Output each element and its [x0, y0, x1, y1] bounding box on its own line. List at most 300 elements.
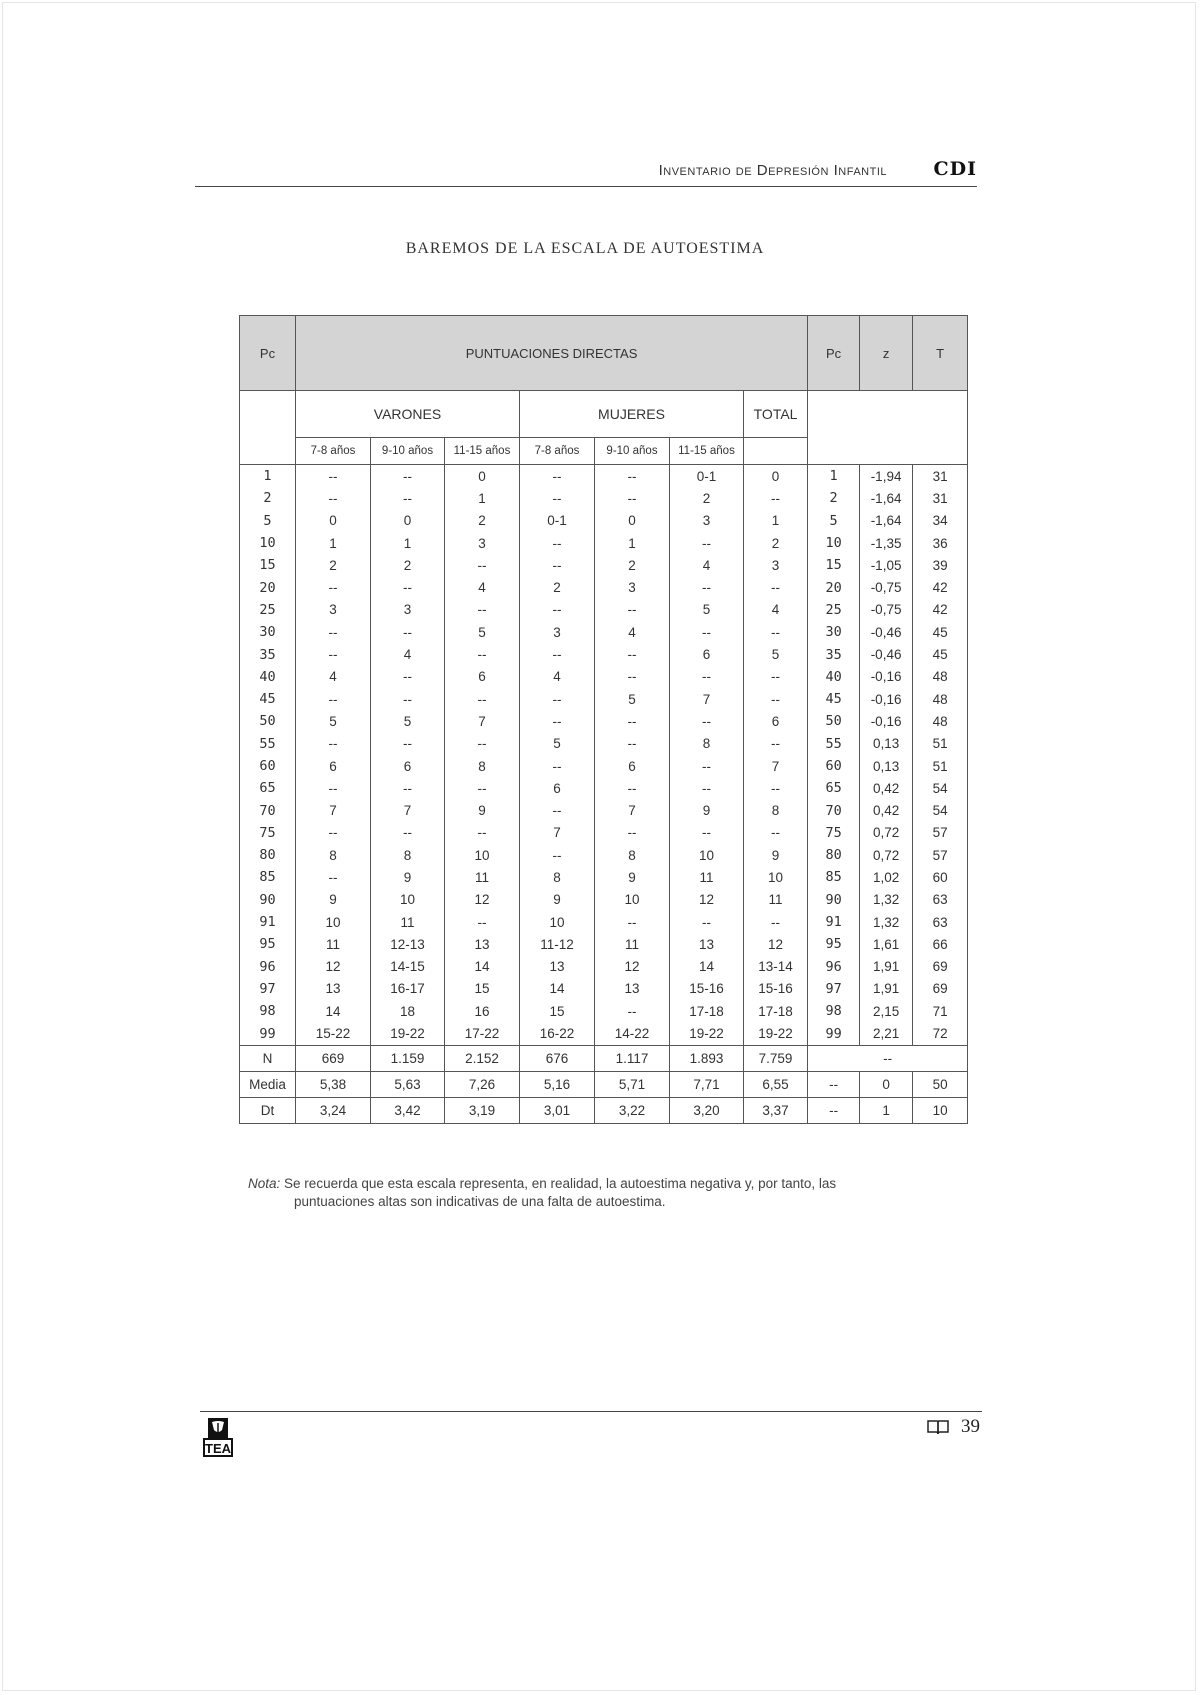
t-cell: 72 [913, 1022, 968, 1045]
pc-cell: 45 [240, 688, 296, 710]
score-cell: -- [296, 822, 371, 844]
score-cell: 17-18 [744, 1000, 808, 1022]
score-cell: 9 [520, 889, 595, 911]
score-cell: 15 [445, 978, 520, 1000]
score-cell: 9 [744, 844, 808, 866]
pc-cell: 50 [240, 710, 296, 732]
pc-cell: 96 [240, 956, 296, 978]
score-cell: -- [670, 822, 744, 844]
pc-cell: 95 [240, 933, 296, 955]
stat-cell: 5,38 [296, 1071, 371, 1097]
book-icon [927, 1419, 949, 1435]
z-cell: -1,64 [860, 510, 913, 532]
publisher-name: TEA [205, 1441, 231, 1456]
score-cell: 0-1 [670, 465, 744, 488]
score-cell: 9 [445, 799, 520, 821]
z-cell: -1,64 [860, 487, 913, 509]
score-cell: 7 [520, 822, 595, 844]
right-blank-cell [808, 391, 968, 465]
varones-header: VARONES [296, 391, 520, 438]
table-row [240, 710, 968, 732]
score-cell: 6 [520, 777, 595, 799]
score-cell: 9 [371, 866, 445, 888]
score-cell: 12 [670, 889, 744, 911]
score-cell: -- [744, 822, 808, 844]
table-row [240, 755, 968, 777]
score-cell: 10 [670, 844, 744, 866]
score-cell: 14 [520, 978, 595, 1000]
pc-cell: 75 [240, 822, 296, 844]
z-cell: 0,13 [860, 733, 913, 755]
pc-right-cell: 70 [808, 799, 860, 821]
score-cell: 0 [445, 465, 520, 488]
z-cell: 0,72 [860, 822, 913, 844]
score-cell: -- [296, 487, 371, 509]
puntuaciones-header: PUNTUACIONES DIRECTAS [296, 316, 808, 391]
pc-right-cell: 30 [808, 621, 860, 643]
stat-cell: 0 [860, 1071, 913, 1097]
t-cell: 42 [913, 599, 968, 621]
pc-right-cell: 25 [808, 599, 860, 621]
stat-cell: 3,22 [595, 1097, 670, 1123]
table-note [248, 1175, 973, 1211]
score-cell: 8 [371, 844, 445, 866]
score-cell: 4 [744, 599, 808, 621]
score-cell: 9 [595, 866, 670, 888]
score-cell: 4 [595, 621, 670, 643]
score-cell: 4 [445, 576, 520, 598]
score-cell: 6 [744, 710, 808, 732]
score-cell: -- [371, 465, 445, 488]
score-cell: 14-22 [595, 1022, 670, 1045]
mujeres-header: MUJERES [520, 391, 744, 438]
total-age-blank [744, 438, 808, 465]
score-cell: 15-16 [670, 978, 744, 1000]
score-cell: 16 [445, 1000, 520, 1022]
z-cell: -1,94 [860, 465, 913, 488]
score-cell: -- [371, 688, 445, 710]
score-cell: -- [371, 777, 445, 799]
z-cell: 0,42 [860, 777, 913, 799]
score-cell: 18 [371, 1000, 445, 1022]
score-cell: -- [445, 911, 520, 933]
pc-cell: 60 [240, 755, 296, 777]
stat-cell: 3,20 [670, 1097, 744, 1123]
table-row [240, 554, 968, 576]
cdi-logo: CDI [933, 158, 977, 180]
score-cell: 12 [296, 956, 371, 978]
score-cell: 12-13 [371, 933, 445, 955]
score-cell: 5 [445, 621, 520, 643]
pc-right-cell: 90 [808, 889, 860, 911]
z-cell: 1,91 [860, 978, 913, 1000]
stat-cell: 1.117 [595, 1045, 670, 1071]
pc-right-cell: 60 [808, 755, 860, 777]
score-cell: -- [445, 777, 520, 799]
score-cell: -- [520, 755, 595, 777]
pc-cell: 70 [240, 799, 296, 821]
stat-cell: 6,55 [744, 1071, 808, 1097]
score-cell: -- [520, 844, 595, 866]
t-cell: 54 [913, 777, 968, 799]
z-cell: -0,16 [860, 688, 913, 710]
score-cell: -- [296, 733, 371, 755]
dt-row [240, 1097, 968, 1123]
score-cell: 0 [296, 510, 371, 532]
z-cell: -0,75 [860, 599, 913, 621]
note-line-1: Se recuerda que esta escala representa, en realidad, la autoestima negativa y, por tanto, las [284, 1176, 837, 1191]
score-cell: -- [371, 733, 445, 755]
score-cell: 8 [744, 799, 808, 821]
t-cell: 31 [913, 465, 968, 488]
age-header: 9-10 años [371, 438, 445, 465]
score-cell: 19-22 [670, 1022, 744, 1045]
table-row [240, 621, 968, 643]
score-cell: 13-14 [744, 956, 808, 978]
stat-cell: 5,16 [520, 1071, 595, 1097]
stat-cell: 1 [860, 1097, 913, 1123]
score-cell: 3 [744, 554, 808, 576]
score-cell: -- [296, 688, 371, 710]
score-cell: -- [520, 465, 595, 488]
page-number: 39 [961, 1416, 980, 1437]
stat-cell: 7,26 [445, 1071, 520, 1097]
header-title: Inventario de Depresión Infantil [658, 162, 887, 179]
score-cell: 10 [445, 844, 520, 866]
z-cell: 1,32 [860, 889, 913, 911]
score-cell: 6 [445, 666, 520, 688]
score-cell: -- [520, 532, 595, 554]
score-cell: -- [520, 643, 595, 665]
score-cell: -- [595, 911, 670, 933]
score-cell: 2 [744, 532, 808, 554]
pc-cell: 85 [240, 866, 296, 888]
score-cell: -- [670, 755, 744, 777]
score-cell: 10 [520, 911, 595, 933]
table-row [240, 911, 968, 933]
pc-right-cell: 80 [808, 844, 860, 866]
score-cell: -- [296, 576, 371, 598]
score-cell: 10 [744, 866, 808, 888]
total-header: TOTAL [744, 391, 808, 438]
z-cell: 1,61 [860, 933, 913, 955]
t-cell: 48 [913, 666, 968, 688]
score-cell: 11 [595, 933, 670, 955]
score-cell: -- [595, 777, 670, 799]
t-cell: 31 [913, 487, 968, 509]
t-cell: 69 [913, 956, 968, 978]
stat-cell: 3,19 [445, 1097, 520, 1123]
score-cell: 7 [670, 688, 744, 710]
table-row [240, 487, 968, 509]
score-cell: 5 [670, 599, 744, 621]
age-header: 7-8 años [520, 438, 595, 465]
score-cell: -- [595, 599, 670, 621]
score-cell: 7 [296, 799, 371, 821]
score-cell: 6 [670, 643, 744, 665]
pc-right-cell: 97 [808, 978, 860, 1000]
pc-right-cell: 35 [808, 643, 860, 665]
age-header: 11-15 años [445, 438, 520, 465]
pc-right-header: Pc [808, 316, 860, 391]
t-cell: 45 [913, 621, 968, 643]
pc-right-cell: 1 [808, 465, 860, 488]
table-row [240, 1022, 968, 1045]
pc-right-cell: 20 [808, 576, 860, 598]
pc-blank-cell [240, 391, 296, 465]
score-cell: 17-22 [445, 1022, 520, 1045]
pc-right-cell: 75 [808, 822, 860, 844]
score-cell: 3 [670, 510, 744, 532]
pc-cell: 80 [240, 844, 296, 866]
z-cell: 1,91 [860, 956, 913, 978]
score-cell: 0-1 [520, 510, 595, 532]
score-cell: 1 [296, 532, 371, 554]
score-cell: 8 [296, 844, 371, 866]
score-cell: -- [670, 532, 744, 554]
score-cell: -- [744, 487, 808, 509]
table-row [240, 666, 968, 688]
pc-cell: 15 [240, 554, 296, 576]
pc-cell: 30 [240, 621, 296, 643]
score-cell: 2 [371, 554, 445, 576]
score-cell: 15 [520, 1000, 595, 1022]
stat-cell: 669 [296, 1045, 371, 1071]
score-cell: -- [445, 554, 520, 576]
score-cell: 15-22 [296, 1022, 371, 1045]
stat-cell: 3,01 [520, 1097, 595, 1123]
score-cell: 5 [520, 733, 595, 755]
stat-label: Media [240, 1071, 296, 1097]
score-cell: -- [520, 487, 595, 509]
pc-cell: 1 [240, 465, 296, 488]
score-cell: -- [670, 576, 744, 598]
score-cell: 16-17 [371, 978, 445, 1000]
t-cell: 71 [913, 1000, 968, 1022]
stat-cell: 7,71 [670, 1071, 744, 1097]
score-cell: 0 [371, 510, 445, 532]
score-cell: -- [520, 554, 595, 576]
score-cell: 16-22 [520, 1022, 595, 1045]
z-cell: 1,02 [860, 866, 913, 888]
score-cell: -- [296, 621, 371, 643]
table-row [240, 844, 968, 866]
score-cell: -- [744, 621, 808, 643]
t-cell: 45 [913, 643, 968, 665]
pc-right-cell: 2 [808, 487, 860, 509]
score-cell: 19-22 [744, 1022, 808, 1045]
stat-cell: -- [808, 1097, 860, 1123]
score-cell: 19-22 [371, 1022, 445, 1045]
table-body [240, 465, 968, 1046]
score-cell: -- [595, 487, 670, 509]
score-cell: 7 [744, 755, 808, 777]
score-cell: 9 [670, 799, 744, 821]
score-cell: -- [670, 777, 744, 799]
pc-right-cell: 91 [808, 911, 860, 933]
n-row [240, 1045, 968, 1071]
baremos-table [239, 315, 968, 1124]
pc-cell: 65 [240, 777, 296, 799]
t-cell: 51 [913, 755, 968, 777]
t-cell: 63 [913, 889, 968, 911]
table-row [240, 465, 968, 488]
pc-cell: 40 [240, 666, 296, 688]
footer-divider [200, 1411, 982, 1412]
pc-cell: 91 [240, 911, 296, 933]
stat-cell: 1.159 [371, 1045, 445, 1071]
score-cell: -- [520, 688, 595, 710]
pc-cell: 20 [240, 576, 296, 598]
table-row [240, 510, 968, 532]
score-cell: 3 [445, 532, 520, 554]
table-row [240, 866, 968, 888]
pc-cell: 2 [240, 487, 296, 509]
score-cell: 11-12 [520, 933, 595, 955]
score-cell: -- [371, 576, 445, 598]
score-cell: -- [744, 911, 808, 933]
score-cell: 6 [371, 755, 445, 777]
z-cell: 0,42 [860, 799, 913, 821]
stat-cell: 10 [913, 1097, 968, 1123]
table-row [240, 822, 968, 844]
z-cell: 1,32 [860, 911, 913, 933]
score-cell: -- [744, 733, 808, 755]
t-cell: 48 [913, 688, 968, 710]
table-row [240, 889, 968, 911]
score-cell: 2 [296, 554, 371, 576]
pc-cell: 35 [240, 643, 296, 665]
pc-cell: 10 [240, 532, 296, 554]
score-cell: -- [595, 465, 670, 488]
table-row [240, 978, 968, 1000]
t-cell: 57 [913, 844, 968, 866]
t-cell: 57 [913, 822, 968, 844]
score-cell: 4 [520, 666, 595, 688]
score-cell: 13 [670, 933, 744, 955]
score-cell: -- [670, 911, 744, 933]
table-row [240, 576, 968, 598]
score-cell: 4 [296, 666, 371, 688]
z-cell: -0,46 [860, 621, 913, 643]
table-row [240, 1000, 968, 1022]
score-cell: 7 [371, 799, 445, 821]
score-cell: -- [371, 487, 445, 509]
table-row [240, 799, 968, 821]
score-cell: 12 [445, 889, 520, 911]
score-cell: 1 [744, 510, 808, 532]
score-cell: 11 [744, 889, 808, 911]
pc-header: Pc [240, 316, 296, 391]
score-cell: 3 [595, 576, 670, 598]
score-cell: 4 [670, 554, 744, 576]
score-cell: -- [445, 643, 520, 665]
t-cell: 51 [913, 733, 968, 755]
score-cell: -- [296, 866, 371, 888]
pc-right-cell: 98 [808, 1000, 860, 1022]
score-cell: 1 [595, 532, 670, 554]
score-cell: 5 [371, 710, 445, 732]
score-cell: -- [670, 710, 744, 732]
score-cell: -- [744, 576, 808, 598]
score-cell: 14 [670, 956, 744, 978]
score-cell: -- [445, 733, 520, 755]
score-cell: -- [520, 710, 595, 732]
score-cell: -- [595, 1000, 670, 1022]
score-cell: 2 [520, 576, 595, 598]
score-cell: 12 [744, 933, 808, 955]
stat-cell: 3,24 [296, 1097, 371, 1123]
score-cell: 12 [595, 956, 670, 978]
t-cell: 66 [913, 933, 968, 955]
t-cell: 42 [913, 576, 968, 598]
score-cell: 17-18 [670, 1000, 744, 1022]
score-cell: 7 [595, 799, 670, 821]
score-cell: -- [520, 799, 595, 821]
score-cell: 6 [296, 755, 371, 777]
score-cell: 8 [595, 844, 670, 866]
score-cell: 9 [296, 889, 371, 911]
table-row [240, 532, 968, 554]
t-cell: 60 [913, 866, 968, 888]
pc-right-cell: 99 [808, 1022, 860, 1045]
pc-right-cell: 85 [808, 866, 860, 888]
stat-cell: -- [808, 1045, 968, 1071]
z-cell: -0,46 [860, 643, 913, 665]
score-cell: 10 [595, 889, 670, 911]
score-cell: -- [445, 599, 520, 621]
pc-right-cell: 40 [808, 666, 860, 688]
score-cell: 13 [520, 956, 595, 978]
pc-right-cell: 50 [808, 710, 860, 732]
score-cell: 11 [371, 911, 445, 933]
stat-cell: 7.759 [744, 1045, 808, 1071]
score-cell: 14-15 [371, 956, 445, 978]
score-cell: 11 [445, 866, 520, 888]
score-cell: -- [595, 733, 670, 755]
score-cell: 13 [595, 978, 670, 1000]
score-cell: 0 [595, 510, 670, 532]
score-cell: 5 [296, 710, 371, 732]
pc-cell: 97 [240, 978, 296, 1000]
score-cell: -- [595, 822, 670, 844]
score-cell: -- [595, 710, 670, 732]
z-cell: -0,16 [860, 666, 913, 688]
score-cell: -- [371, 822, 445, 844]
score-cell: 14 [296, 1000, 371, 1022]
table-row [240, 599, 968, 621]
pc-right-cell: 15 [808, 554, 860, 576]
t-cell: 34 [913, 510, 968, 532]
pc-right-cell: 10 [808, 532, 860, 554]
score-cell: -- [445, 822, 520, 844]
score-cell: 11 [296, 933, 371, 955]
score-cell: 14 [445, 956, 520, 978]
score-cell: -- [744, 688, 808, 710]
score-cell: 1 [371, 532, 445, 554]
age-header: 7-8 años [296, 438, 371, 465]
media-row [240, 1071, 968, 1097]
score-cell: 4 [371, 643, 445, 665]
score-cell: -- [371, 621, 445, 643]
z-cell: -1,05 [860, 554, 913, 576]
score-cell: 13 [296, 978, 371, 1000]
t-cell: 69 [913, 978, 968, 1000]
stat-cell: 3,37 [744, 1097, 808, 1123]
tea-publisher-logo [202, 1418, 234, 1458]
score-cell: 15-16 [744, 978, 808, 1000]
score-cell: 1 [445, 487, 520, 509]
